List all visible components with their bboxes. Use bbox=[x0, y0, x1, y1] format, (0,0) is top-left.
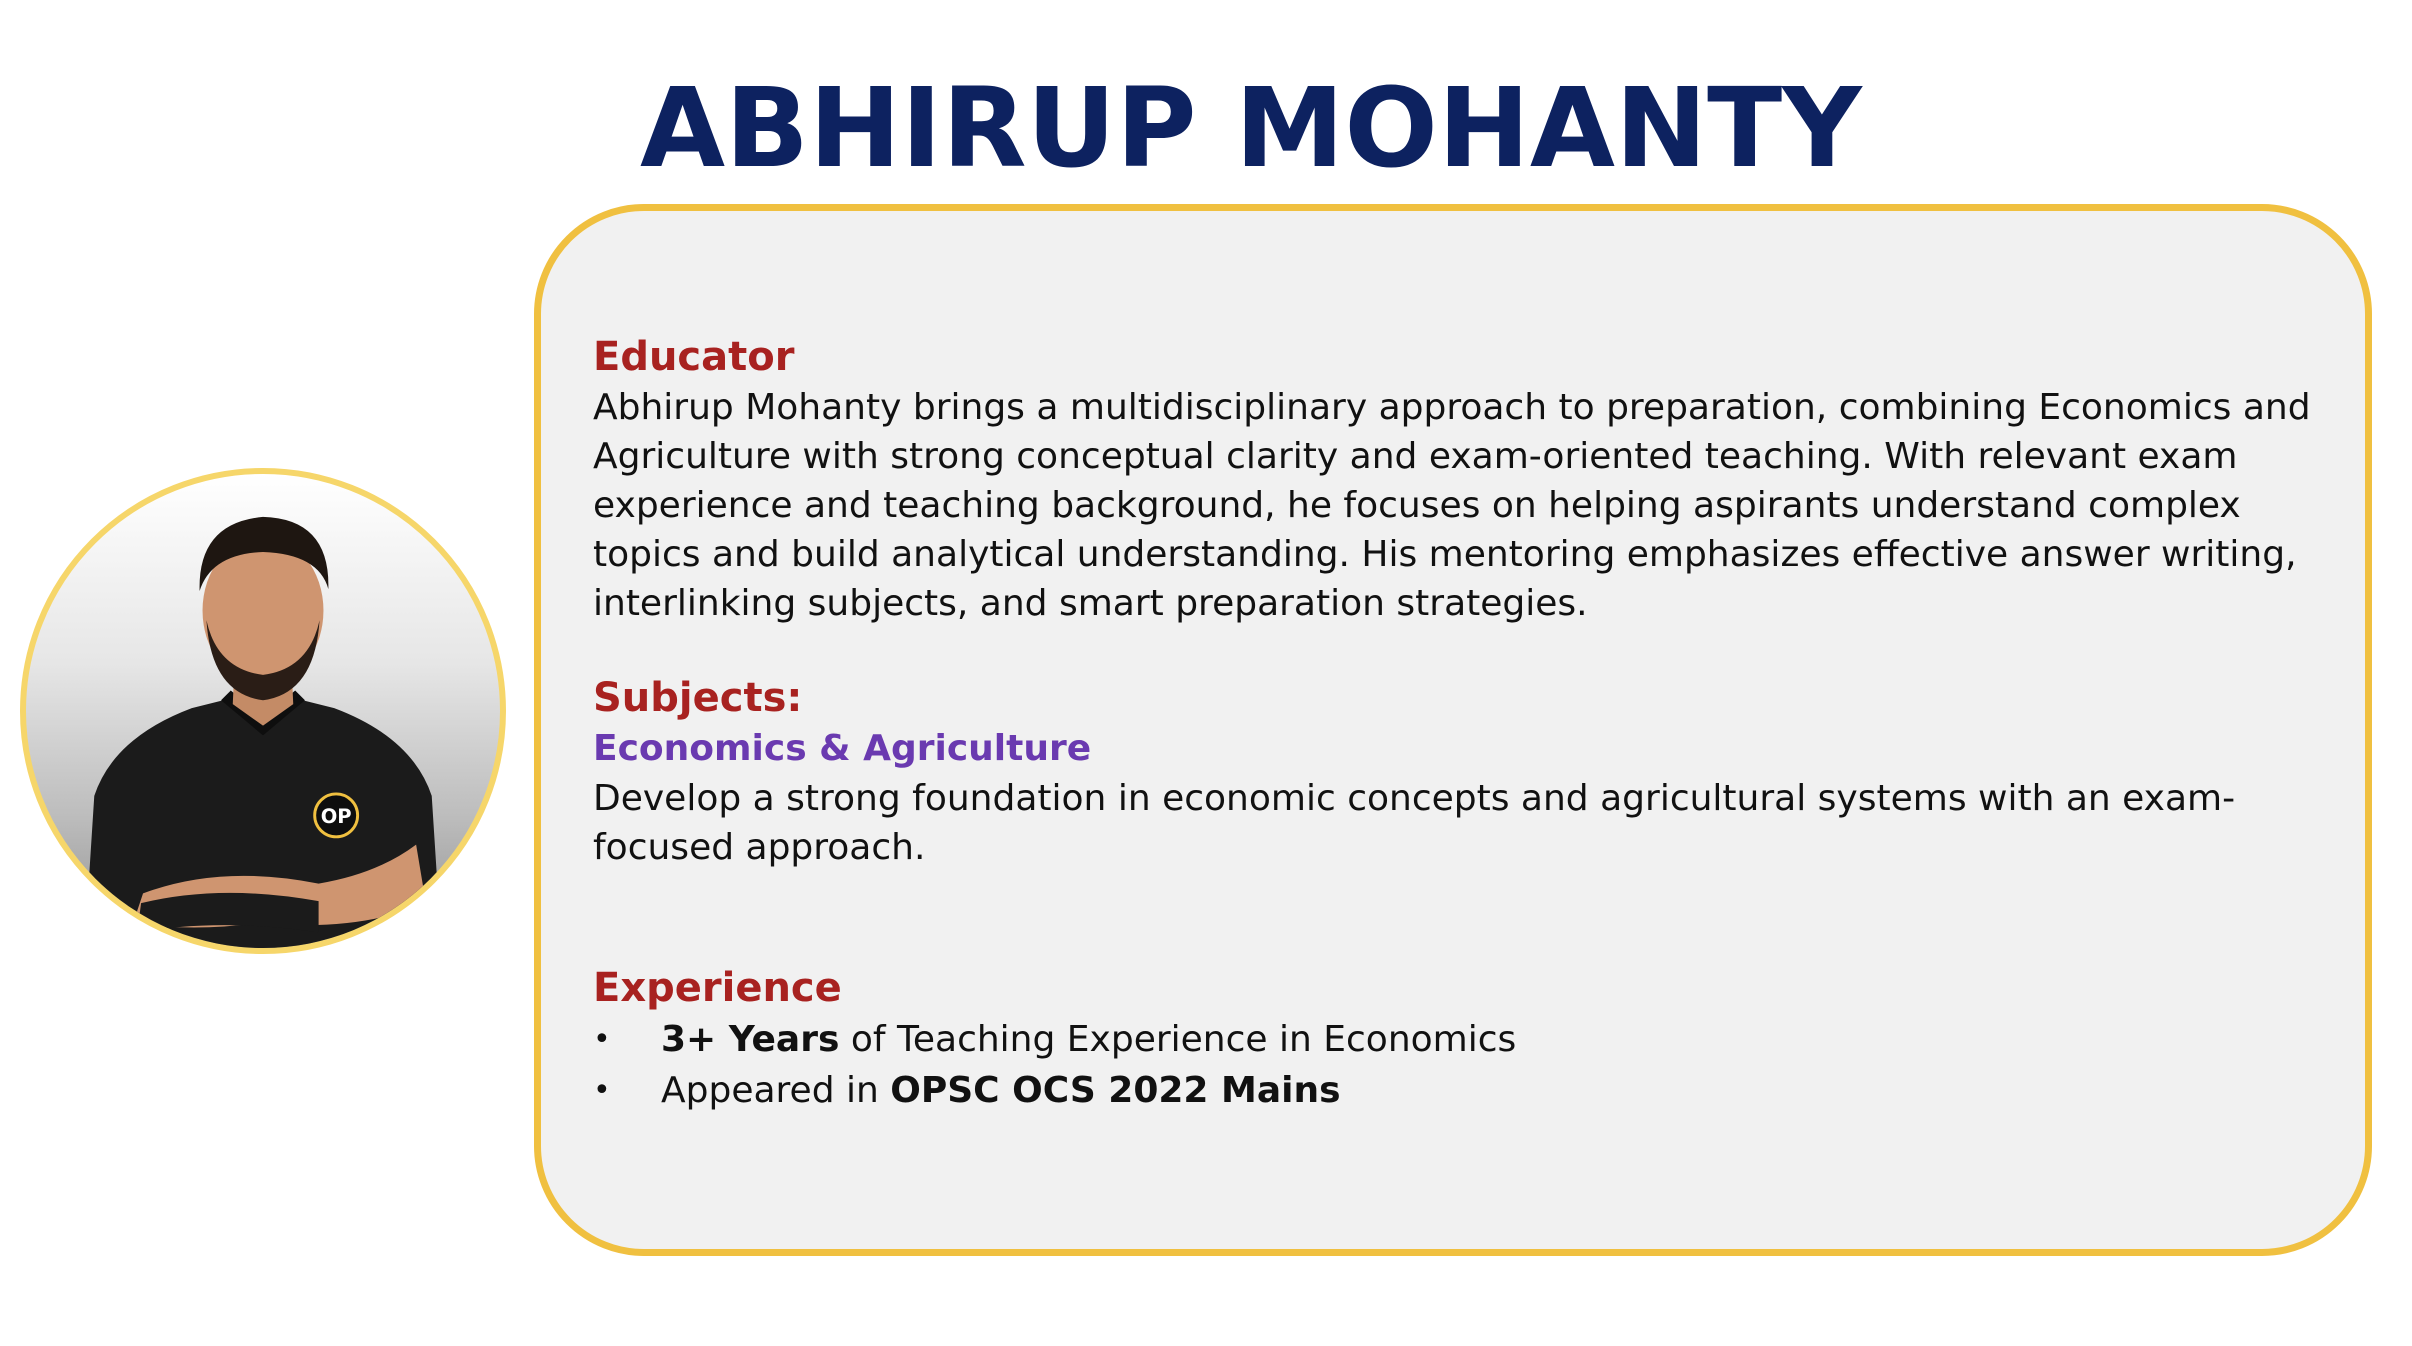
subject-description: Develop a strong foundation in economic concepts and agricultural systems with an exam-focused approach. bbox=[593, 778, 2236, 868]
experience-list bbox=[593, 1014, 2333, 1116]
bio-content bbox=[593, 331, 2333, 1116]
subjects-heading: Subjects: bbox=[593, 675, 803, 721]
experience-highlight: 3+ Years bbox=[661, 1019, 840, 1060]
experience-heading: Experience bbox=[593, 965, 842, 1011]
educator-heading: Educator bbox=[593, 334, 795, 380]
experience-text: of Teaching Experience in Economics bbox=[839, 1019, 1517, 1060]
profile-photo-illustration bbox=[26, 474, 500, 948]
profile-photo bbox=[20, 468, 506, 954]
experience-highlight: OPSC OCS 2022 Mains bbox=[890, 1070, 1341, 1111]
experience-item bbox=[593, 1065, 2333, 1116]
experience-item bbox=[593, 1014, 2333, 1065]
bullet-icon: • bbox=[593, 1073, 611, 1108]
experience-text: Appeared in bbox=[661, 1070, 891, 1111]
educator-description: Abhirup Mohanty brings a multidisciplinary approach to preparation, combining Economics and Agriculture with strong conceptual clarity and exam-oriented teaching. With relevant exam experience and teaching background, he focuses on helping aspirants understand complex topics and build analytical understanding. His mentoring emphasizes effective answer writing, interlinking subjects, and smart preparation strategies. bbox=[593, 387, 2311, 624]
shirt-logo-text: OP bbox=[320, 805, 352, 829]
subject-name: Economics & Agriculture bbox=[593, 728, 1092, 769]
bio-card bbox=[534, 204, 2372, 1256]
bullet-icon: • bbox=[593, 1022, 611, 1057]
page-title: ABHIRUP MOHANTY bbox=[640, 64, 1862, 192]
